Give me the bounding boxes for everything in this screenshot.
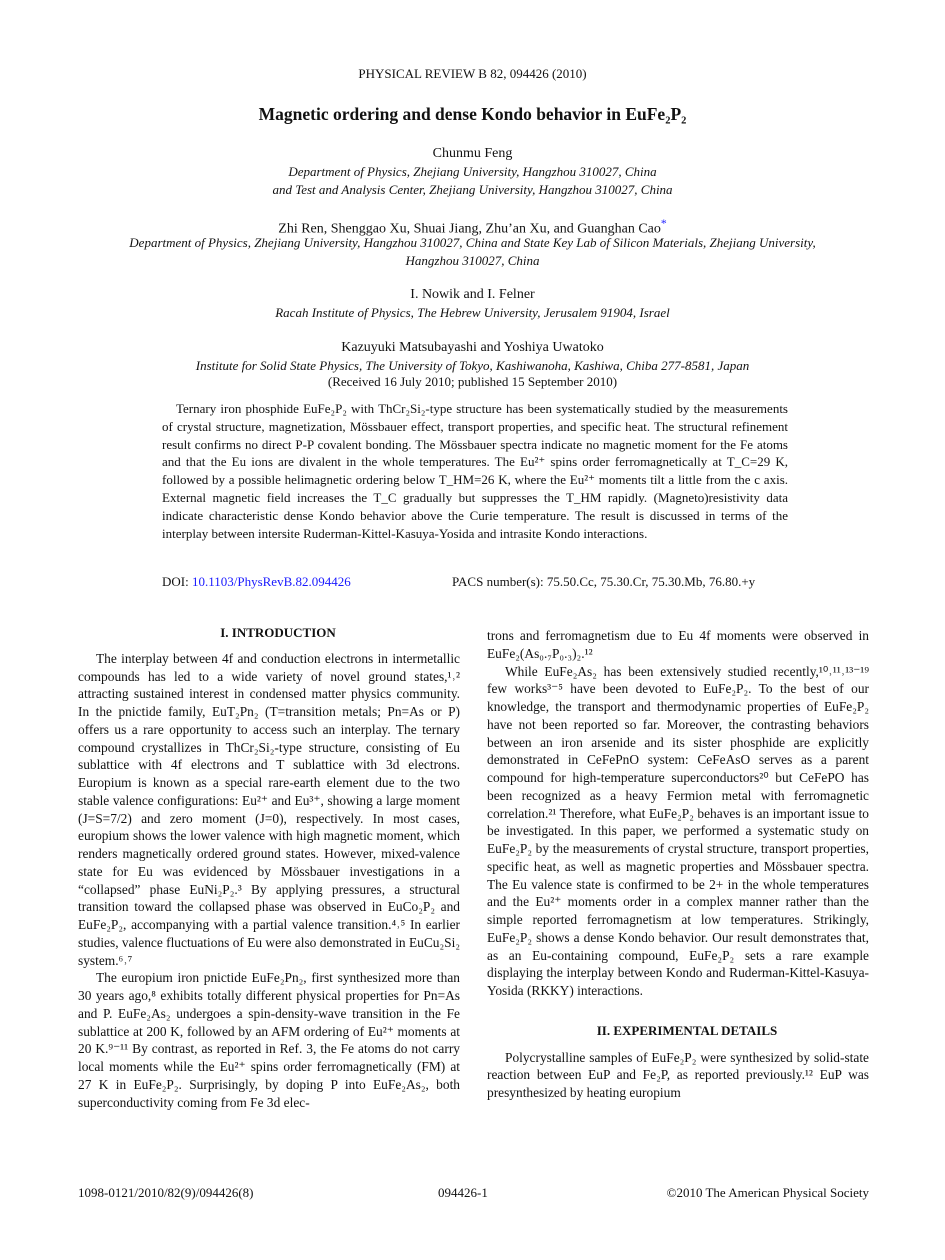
author-line: Kazuyuki Matsubayashi and Yoshiya Uwatoko (341, 340, 604, 355)
footer-copyright: ©2010 The American Physical Society (666, 1185, 869, 1200)
doi-label: DOI: (162, 574, 189, 589)
journal-header: PHYSICAL REVIEW B 82, 094426 (2010) (358, 66, 587, 81)
author-line: I. Nowik and I. Felner (410, 287, 535, 302)
corresponding-author-link[interactable]: * (660, 217, 667, 230)
paper-title: Magnetic ordering and dense Kondo behavior in EuFe₂P₂ (258, 104, 687, 124)
doi (162, 574, 351, 590)
section-heading: II. EXPERIMENTAL DETAILS (596, 1022, 778, 1038)
affiliation: Hangzhou 310027, China (405, 253, 540, 268)
affiliation: Institute for Solid State Physics, The University of Tokyo, Kashiwanoha, Kashiwa, Chiba 277-8581, Japan (195, 358, 750, 373)
footer-page: 094426-1 (438, 1185, 488, 1200)
affiliation: Department of Physics, Zhejiang University, Hangzhou 310027, China and State Key Lab of Silicon Materials, Zhejiang University, (129, 235, 816, 250)
paragraph: Polycrystalline samples of EuFe₂P₂ were synthesized by solid-state reaction between EuP and Fe₂P, as reported previously.¹² EuP was presynthesized by heating europium (487, 1049, 869, 1100)
affiliation: and Test and Analysis Center, Zhejiang University, Hangzhou 310027, China (272, 182, 673, 197)
author-names: Zhi Ren, Shenggao Xu, Shuai Jiang, Zhu’an Xu, and Guanghan Cao (278, 221, 661, 237)
received-date: (Received 16 July 2010; published 15 September 2010) (327, 374, 618, 389)
affiliation: Racah Institute of Physics, The Hebrew University, Jerusalem 91904, Israel (275, 305, 670, 320)
affiliation: Department of Physics, Zhejiang University, Hangzhou 310027, China (288, 164, 657, 179)
doi-link[interactable]: 10.1103/PhysRevB.82.094426 (191, 574, 351, 589)
right-column (487, 627, 869, 1102)
abstract: Ternary iron phosphide EuFe₂P₂ with ThCr₂Si₂-type structure has been systematically studied by the measurements of crystal structure, magnetization, Mössbauer effect, transport properties, and specific heat. The structural refinement result confirms no direct P-P covalent bonding. The Mössbauer spectra indicate no magnetic moment for the Fe atoms and that the Eu ions are divalent in the whole temperatures. The Eu²⁺ spins order ferromagnetically at T_C=29 K, followed by a possible helimagnetic ordering below T_HM=26 K, where the Eu²⁺ moments tilt a little from the c axis. External magnetic field increases the T_C gradually but suppresses the T_HM rapidly. (Magneto)resistivity data indicate characteristic dense Kondo behavior above the Curie temperature. The result is discussed in terms of the interplay between intersite Ruderman-Kittel-Kasuya-Yosida and intrasite Kondo interactions. (162, 401, 788, 541)
pacs-numbers: PACS number(s): 75.50.Cc, 75.30.Cr, 75.30.Mb, 76.80.+y (452, 574, 756, 589)
section-heading: I. INTRODUCTION (220, 625, 336, 640)
paragraph: trons and ferromagnetism due to Eu 4f moments were observed in EuFe₂(As₀.₇P₀.₃)₂.¹² (487, 628, 869, 661)
paragraph: While EuFe₂As₂ has been extensively studied recently,¹⁰˒¹¹˒¹³⁻¹⁹ few works³⁻⁵ have been devoted to EuFe₂P₂. To the best of our knowledge, the transport and thermodynamic properties of EuFe₂P₂ have not been reported so far. Moreover, the contrasting behaviors between an iron arsenide and its sister phosphide are explicitly demonstrated in CeFePnO system: CeFeAsO serves as a parent compound for high-temperature superconductors²⁰ but CeFePO has been recognized as a heavy Fermion metal with ferromagnetic correlation.²¹ Therefore, what EuFe₂P₂ behaves is an important issue to be investigated. In this paper, we performed a systematic study on EuFe₂P₂ by the measurements of crystal structure, transport properties, specific heat, as well as magnetic properties and Mössbauer spectra. The Eu valence state is confirmed to be 2+ in the whole temperatures and the Eu²⁺ moments order in a complex manner rather than the simple reported ferromagnetism at low temperatures. Strikingly, EuFe₂P₂ shows a dense Kondo behavior. Our result demonstrates that, as an Eu-containing compound, EuFe₂P₂ sets a rare example displaying the interplay between Kondo and Ruderman-Kittel-Kasuya-Yosida (RKKY) interactions. (487, 663, 869, 998)
footer-issn: 1098-0121/2010/82(9)/094426(8) (78, 1185, 254, 1200)
left-column (78, 624, 460, 1111)
paragraph: The europium iron pnictide EuFe₂Pn₂, first synthesized more than 30 years ago,⁸ exhibits totally different physical properties for Pn=As and P. EuFe₂As₂ undergoes a spin-density-wave transition in the Fe sublattice at 200 K, followed by an AFM ordering of Eu²⁺ moments at 20 K.⁹⁻¹¹ By contrast, as reported in Ref. 3, the Fe atoms do not carry local moments while the Eu²⁺ spins order ferromagnetically (FM) at 27 K in EuFe₂P₂. Surprisingly, by doping P into EuFe₂As₂, both superconductivity coming from Fe 3d elec- (78, 970, 460, 1110)
paragraph: The interplay between 4f and conduction electrons in intermetallic compounds has led to a wide variety of novel ground states,¹˒² attracting sustained interest in condensed matter physics community. In the pnictide family, EuT₂Pn₂ (T=transition metals; Pn=As or P) offers us a rare opportunity to access such an interplay. The ternary compound crystallizes in ThCr₂Si₂-type structure, consisting of Eu sublattice with 4f electrons and T sublattice with 3d electrons. Europium is known as a special rare-earth element due to the two stable valence configurations: Eu²⁺ and Eu³⁺, showing a large moment (J=S=7/2) and zero moment (J=0), respectively. In most cases, europium shows the lower valence with high magnetic moment, which renders magnetically ordered ground states. However, mixed-valence state for Eu was evidenced by Mössbauer investigations in a “collapsed” phase EuNi₂P₂.³ By applying pressures, a structural transition toward the collapsed phase was observed in EuCo₂P₂ and EuFe₂P₂, accompanying with a partial valence transition.⁴˒⁵ In earlier studies, valence fluctuations of Eu were also demonstrated in EuCu₂Si₂ system.⁶˒⁷ (78, 650, 460, 968)
author-line: Chunmu Feng (432, 146, 513, 161)
